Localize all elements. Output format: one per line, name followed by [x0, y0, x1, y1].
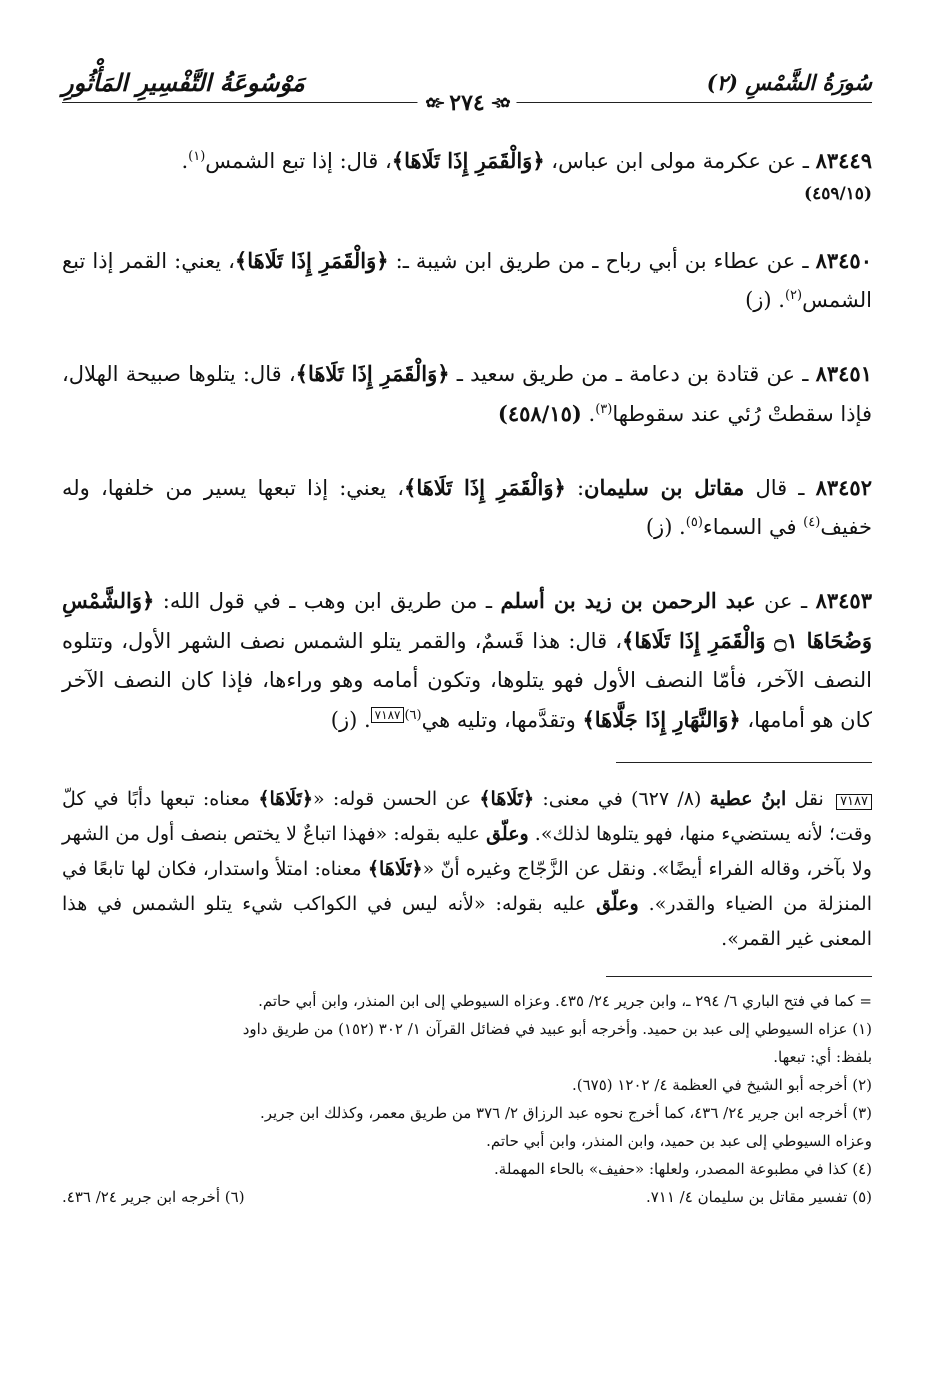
commentary-text: معناه: تبعها دأبًا في كلّ وقت؛ لأنه يستضيء منها، فهو يتلوها لذلك». [62, 788, 872, 845]
ornament-left-icon: ⊰✿ [425, 95, 444, 111]
narration-text: ـ عن عطاء بن أبي رباح ـ من طريق ابن شيبة ـ: [388, 249, 816, 273]
footnote-row-5-6 [62, 1183, 872, 1211]
commentary-text: عليه بقوله: «لأنه ليس في الكواكب شيء يتلو الشمس في هذا المعنى غير القمر». [62, 893, 872, 950]
source-reference: (٤٥٩/١٥) [804, 184, 872, 204]
narration-text: ـ عن عكرمة مولى ابن عباس، [544, 149, 816, 173]
narration-text: . (ز) [745, 288, 785, 312]
narration-text: في السماء [702, 515, 804, 539]
narration-number: ٨٣٤٥٢ [815, 475, 872, 500]
footnote-continuation: = كما في فتح الباري ٦/ ٢٩٤ ـ، وابن جرير ٢٤/ ٤٣٥. وعزاه السيوطي إلى ابن المنذر، وابن أبي حاتم. [258, 992, 872, 1010]
quran-word: ﴿تَلَاهَا﴾ [479, 788, 535, 810]
quran-word: ﴿تَلَاهَا﴾ [367, 858, 423, 880]
narration-83451 [62, 354, 872, 434]
footnotes-rule [606, 976, 872, 977]
narration-text: . (ز) [330, 708, 371, 732]
quran-verse: ﴿وَالْقَمَرِ إِذَا تَلَاهَا﴾ [391, 148, 545, 173]
page-header [62, 66, 872, 120]
footnote-marker[interactable]: (٣) [595, 402, 613, 417]
narration-text: ، قال: يتلوها صبيحة الهلال، فإذا سقطتْ رُئي عند سقوطها [62, 362, 872, 426]
commentary-text: (٨/ ٦٢٧) في معنى: [534, 788, 710, 810]
footnotes [62, 987, 872, 1211]
ornament-right-icon: ✿⊱ [490, 95, 509, 111]
narrator-name: مقاتل بن سليمان [584, 475, 745, 500]
footnote-3: (٣) أخرجه ابن جرير ٢٤/ ٤٣٦، كما أخرج نحوه عبد الرزاق ٢/ ٣٧٦ من طريق معمر، وكذلك ابن جرير. [260, 1104, 872, 1122]
narration-number: ٨٣٤٤٩ [815, 148, 872, 173]
commentary-text: عليه بقوله: «فهذا اتباعٌ لا يختص بنصف أول من الشهر ولا بآخر، وقاله الفراء أيضًا». ونقل عن الزَّجّاج وغيره أنّ « [62, 823, 872, 880]
source-reference: (٤٥٨/١٥) [497, 401, 582, 426]
commentary-keyword: وعلّق [486, 823, 529, 845]
footnote-marker[interactable]: (١) [188, 149, 206, 164]
commentary-rule [616, 762, 872, 763]
series-title: مَوْسُوعَةُ التَّفْسِيرِ المَأْثُورِ [62, 68, 305, 97]
narration-83452 [62, 468, 872, 547]
quran-verse: ﴿وَالْقَمَرِ إِذَا تَلَاهَا﴾ [295, 361, 450, 386]
quran-verse: ﴿وَالنَّهَارِ إِذَا جَلَّاهَا﴾ [582, 707, 741, 732]
footnote-2: (٢) أخرجه أبو الشيخ في العظمة ٤/ ١٢٠٢ (٦٧٥). [571, 1076, 872, 1094]
footnote-4: (٤) كذا في مطبوعة المصدر، ولعلها: «حفيف» بالحاء المهملة. [494, 1160, 872, 1178]
narration-text: : [565, 476, 585, 500]
narration-number: ٨٣٤٥١ [815, 361, 872, 386]
narration-text: ـ عن [755, 589, 816, 613]
page [62, 66, 872, 1336]
commentary-text: نقل [786, 788, 833, 810]
narration-text: ، قال: إذا تبع الشمس [205, 149, 392, 173]
commentary-keyword: وعلّق [596, 893, 639, 915]
footnote-marker[interactable]: (٦) [404, 708, 422, 723]
commentary-text: معناه: امتلأ واستدار، فكان لها تابعًا في المنزلة من الضياء والقدر». [62, 858, 872, 915]
quran-verse: ﴿وَالْقَمَرِ إِذَا تَلَاهَا﴾ [234, 248, 389, 273]
footnote-marker[interactable]: (٢) [784, 288, 803, 303]
footnote-marker[interactable]: (٤) [803, 515, 821, 530]
narrator-name: عبد الرحمن بن زيد بن أسلم [500, 588, 756, 613]
page-number: ٢٧٤ [449, 90, 485, 116]
footnote-3-continued: وعزاه السيوطي إلى عبد بن حميد، وابن المنذر، وابن أبي حاتم. [486, 1132, 872, 1150]
footnote-1: (١) عزاه السيوطي إلى عبد بن حميد. وأخرجه أبو عبيد في فضائل القرآن ١/ ٣٠٢ (١٥٢) من طريق داود [242, 1020, 872, 1038]
footnote-6: (٦) أخرجه ابن جرير ٢٤/ ٤٣٦. [62, 1188, 245, 1206]
quran-word: ﴿تَلَاهَا﴾ [258, 788, 314, 810]
surah-title: سُورَةُ الشَّمْسِ (٢) [706, 70, 872, 95]
commentary-note [62, 782, 872, 957]
quran-verse: ﴿وَالْقَمَرِ إِذَا تَلَاهَا﴾ [404, 475, 566, 500]
narration-text: وتقدَّمها، وتليه هي [421, 708, 583, 732]
footnote-1-continued: بلفظ: أي: تبعها. [773, 1048, 872, 1066]
narration-text: ، يعني: إذا تبعها يسير من خلفها، وله خفيف [62, 476, 872, 539]
narration-83449 [62, 141, 872, 207]
narration-text: ـ عن قتادة بن دعامة ـ من طريق سعيد ـ [449, 362, 816, 386]
narration-text: ـ من طريق ابن وهب ـ في قول الله: [154, 589, 501, 613]
narration-text: ، قال: هذا قَسمٌ، والقمر يتلو الشمس نصف الشهر الأول، وتتلوه النصف الآخر، فأمّا النصف الأول فهو يتلوها، وتكون أمامه وهو وراءها، فإذا كان النصف الآخر كان هو أمامها، [62, 629, 872, 732]
narration-text: . (ز) [645, 515, 686, 539]
commentary-number: ٧١٨٧ [836, 794, 872, 810]
narration-text: . [581, 402, 596, 426]
commentary-marker[interactable]: ٧١٨٧ [371, 707, 405, 723]
scholar-name: ابنُ عطية [709, 788, 787, 810]
narration-83450 [62, 241, 872, 320]
narration-text: ـ قال [744, 476, 816, 500]
quran-verse: ﴿وَالشَّمْسِ وَضُحَاهَا ۝١ وَالْقَمَرِ إِذَا تَلَاهَا﴾ [62, 588, 872, 653]
narration-text: . [181, 149, 189, 173]
commentary-text: عن الحسن قوله: « [313, 788, 480, 810]
page-number-block [417, 90, 516, 116]
narration-83453 [62, 581, 872, 740]
footnote-5: (٥) تفسير مقاتل بن سليمان ٤/ ٧١١. [645, 1188, 872, 1206]
footnote-marker[interactable]: (٥) [685, 515, 703, 530]
narration-number: ٨٣٤٥٠ [815, 248, 872, 273]
narration-text: ، يعني: القمر إذا تبع الشمس [62, 249, 872, 312]
narrations [62, 141, 872, 740]
narration-number: ٨٣٤٥٣ [815, 588, 872, 613]
